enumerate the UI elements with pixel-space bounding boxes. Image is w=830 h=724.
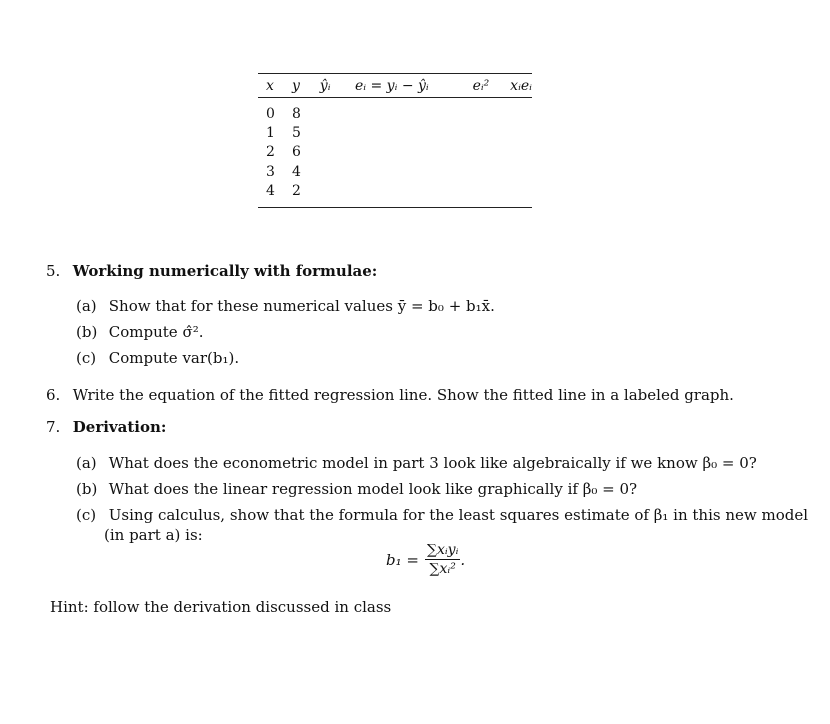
item-label: (b) (76, 480, 98, 498)
question-title: Working numerically with formulae: (72, 262, 378, 280)
formula-fraction (425, 542, 460, 577)
formula-numerator: ∑xᵢyᵢ (426, 542, 459, 558)
question-7a (76, 454, 757, 472)
question-7c (76, 506, 808, 524)
cell-y: 2 (292, 182, 320, 208)
table-header-row (258, 74, 532, 98)
table-row (258, 143, 532, 162)
item-text: Using calculus, show that the formula for the least squares estimate of β₁ in this new model (108, 506, 809, 524)
item-label: (c) (76, 349, 97, 367)
item-label: (a) (76, 297, 97, 315)
question-5c (76, 349, 239, 367)
cell-y: 5 (292, 125, 301, 142)
header-x-times-e: xᵢeᵢ (510, 74, 532, 98)
cell-x: 1 (266, 125, 275, 142)
formula-denominator: ∑xᵢ² (429, 561, 456, 577)
item-text: What does the linear regression model look like graphically if β₀ = 0? (108, 480, 638, 498)
header-x: x (258, 74, 292, 98)
question-7c-continued (104, 526, 203, 544)
formula-end: . (460, 550, 466, 569)
header-residual: eᵢ = yᵢ − ŷᵢ (355, 74, 473, 98)
formula-lhs: b₁ = (386, 550, 419, 569)
cell-x: 2 (266, 144, 275, 161)
hint-text: Hint: follow the derivation discussed in class (50, 598, 392, 616)
item-label: (a) (76, 454, 97, 472)
cell-x: 3 (266, 163, 275, 180)
header-yhat: ŷᵢ (320, 74, 355, 98)
table-row (258, 162, 532, 181)
question-7b (76, 480, 637, 498)
least-squares-formula (386, 542, 465, 577)
question-number: 5. (46, 262, 61, 280)
cell-y: 6 (292, 144, 301, 161)
question-number: 7. (46, 418, 61, 436)
question-title: Derivation: (72, 418, 167, 436)
item-text: Show that for these numerical values ȳ = b₀ + b₁x̄. (108, 297, 495, 315)
question-5b (76, 323, 203, 341)
header-residual-squared: eᵢ² (473, 74, 511, 98)
header-y: y (292, 74, 320, 98)
item-text: (in part a) is: (104, 526, 203, 544)
question-text: Write the equation of the fitted regression line. Show the fitted line in a labeled graph. (72, 386, 734, 404)
question-number: 6. (46, 386, 61, 404)
question-7-heading (46, 418, 166, 436)
data-table (258, 73, 532, 208)
cell-x: 0 (266, 105, 275, 122)
item-label: (c) (76, 506, 97, 524)
item-label: (b) (76, 323, 98, 341)
question-5-heading (46, 262, 377, 280)
table-row (258, 182, 532, 208)
table-row (258, 98, 532, 124)
table-row (258, 123, 532, 142)
cell-x: 4 (258, 182, 292, 208)
cell-y: 4 (292, 163, 301, 180)
item-text: What does the econometric model in part 3 look like algebraically if we know β₀ = 0? (108, 454, 757, 472)
question-6 (46, 386, 734, 404)
cell-y: 8 (292, 105, 301, 122)
question-5a (76, 297, 495, 315)
item-text: Compute var(b₁). (108, 349, 240, 367)
item-text: Compute σ̂². (108, 323, 204, 341)
